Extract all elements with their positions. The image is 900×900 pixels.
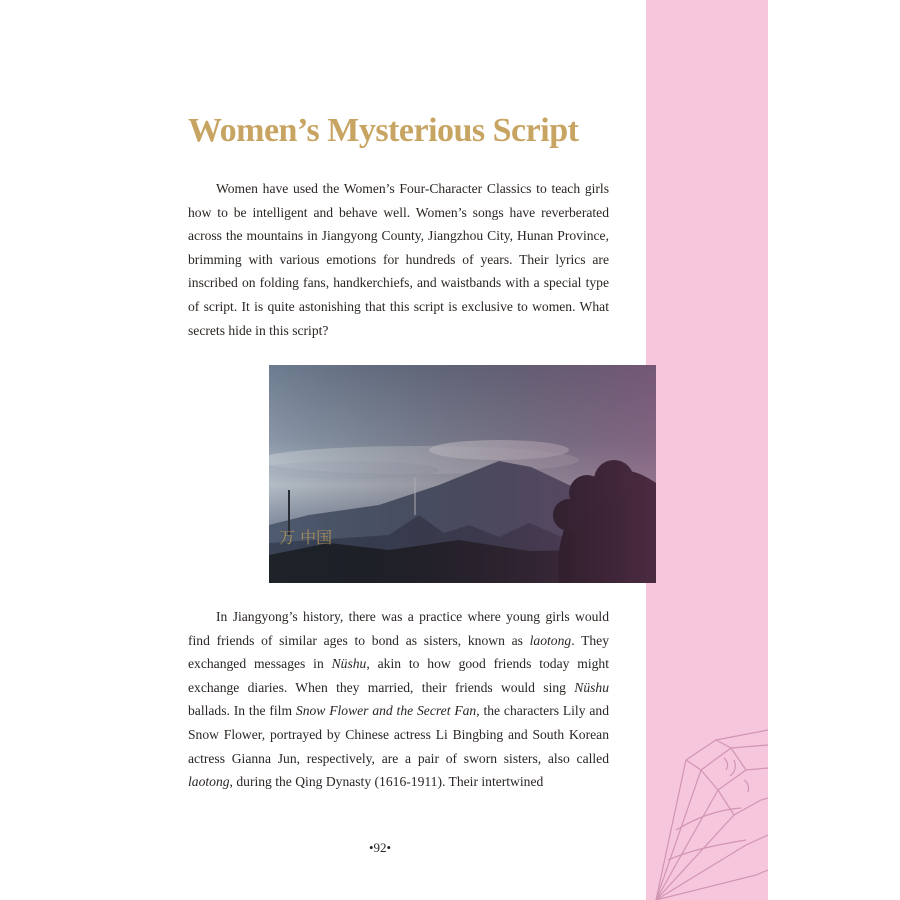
mountain-photo: [269, 365, 656, 583]
page-number: •92•: [368, 840, 392, 855]
p2-text-4: ballads. In the film: [188, 703, 296, 719]
term-nushu: Nüshu: [331, 656, 367, 672]
page-title: Women’s Mysterious Script: [188, 112, 579, 149]
p2-text-1: In Jiangyong’s history, there was a practice where young girls would find friends of similar ages to bond as sisters, known as: [188, 609, 609, 648]
folding-fan-decoration-icon: [646, 700, 768, 900]
term-nushu: Nüshu: [574, 679, 609, 695]
p2-text-3: , akin to how good friends today might exchange diaries. When they married, their friends would sing: [188, 656, 609, 695]
film-title: Snow Flower and the Secret Fan: [295, 703, 477, 719]
term-laotong: laotong: [529, 632, 572, 648]
p2-text-2: . They exchanged messages in: [188, 632, 609, 672]
p2-text-5: , the characters Lily and Snow Flower, portrayed by Chinese actress Li Bingbing and South Korean actress Gianna Jun, respectively, are a pair of sworn sisters, also called: [188, 703, 609, 766]
intro-paragraph: [188, 177, 609, 342]
photo-watermark: 万 中国: [279, 528, 333, 547]
term-laotong: laotong: [188, 774, 230, 790]
right-margin: [768, 0, 900, 900]
p2-text-6: , during the Qing Dynasty (1616-1911). Their intertwined: [229, 774, 544, 790]
intro-paragraph-text: Women have used the Women’s Four-Character Classics to teach girls how to be intelligent and behave well. Women’s songs have reverberated across the mountains in Jiangyong County, Jiangzhou City, Hunan Province, brimming with various emotions for hundreds of years. Their lyrics are inscribed on folding fans, handkerchiefs, and waistbands with a special type of script. It is quite astonishing that this script is exclusive to women. What secrets hide in this script?: [188, 181, 609, 338]
history-paragraph: [188, 605, 609, 794]
